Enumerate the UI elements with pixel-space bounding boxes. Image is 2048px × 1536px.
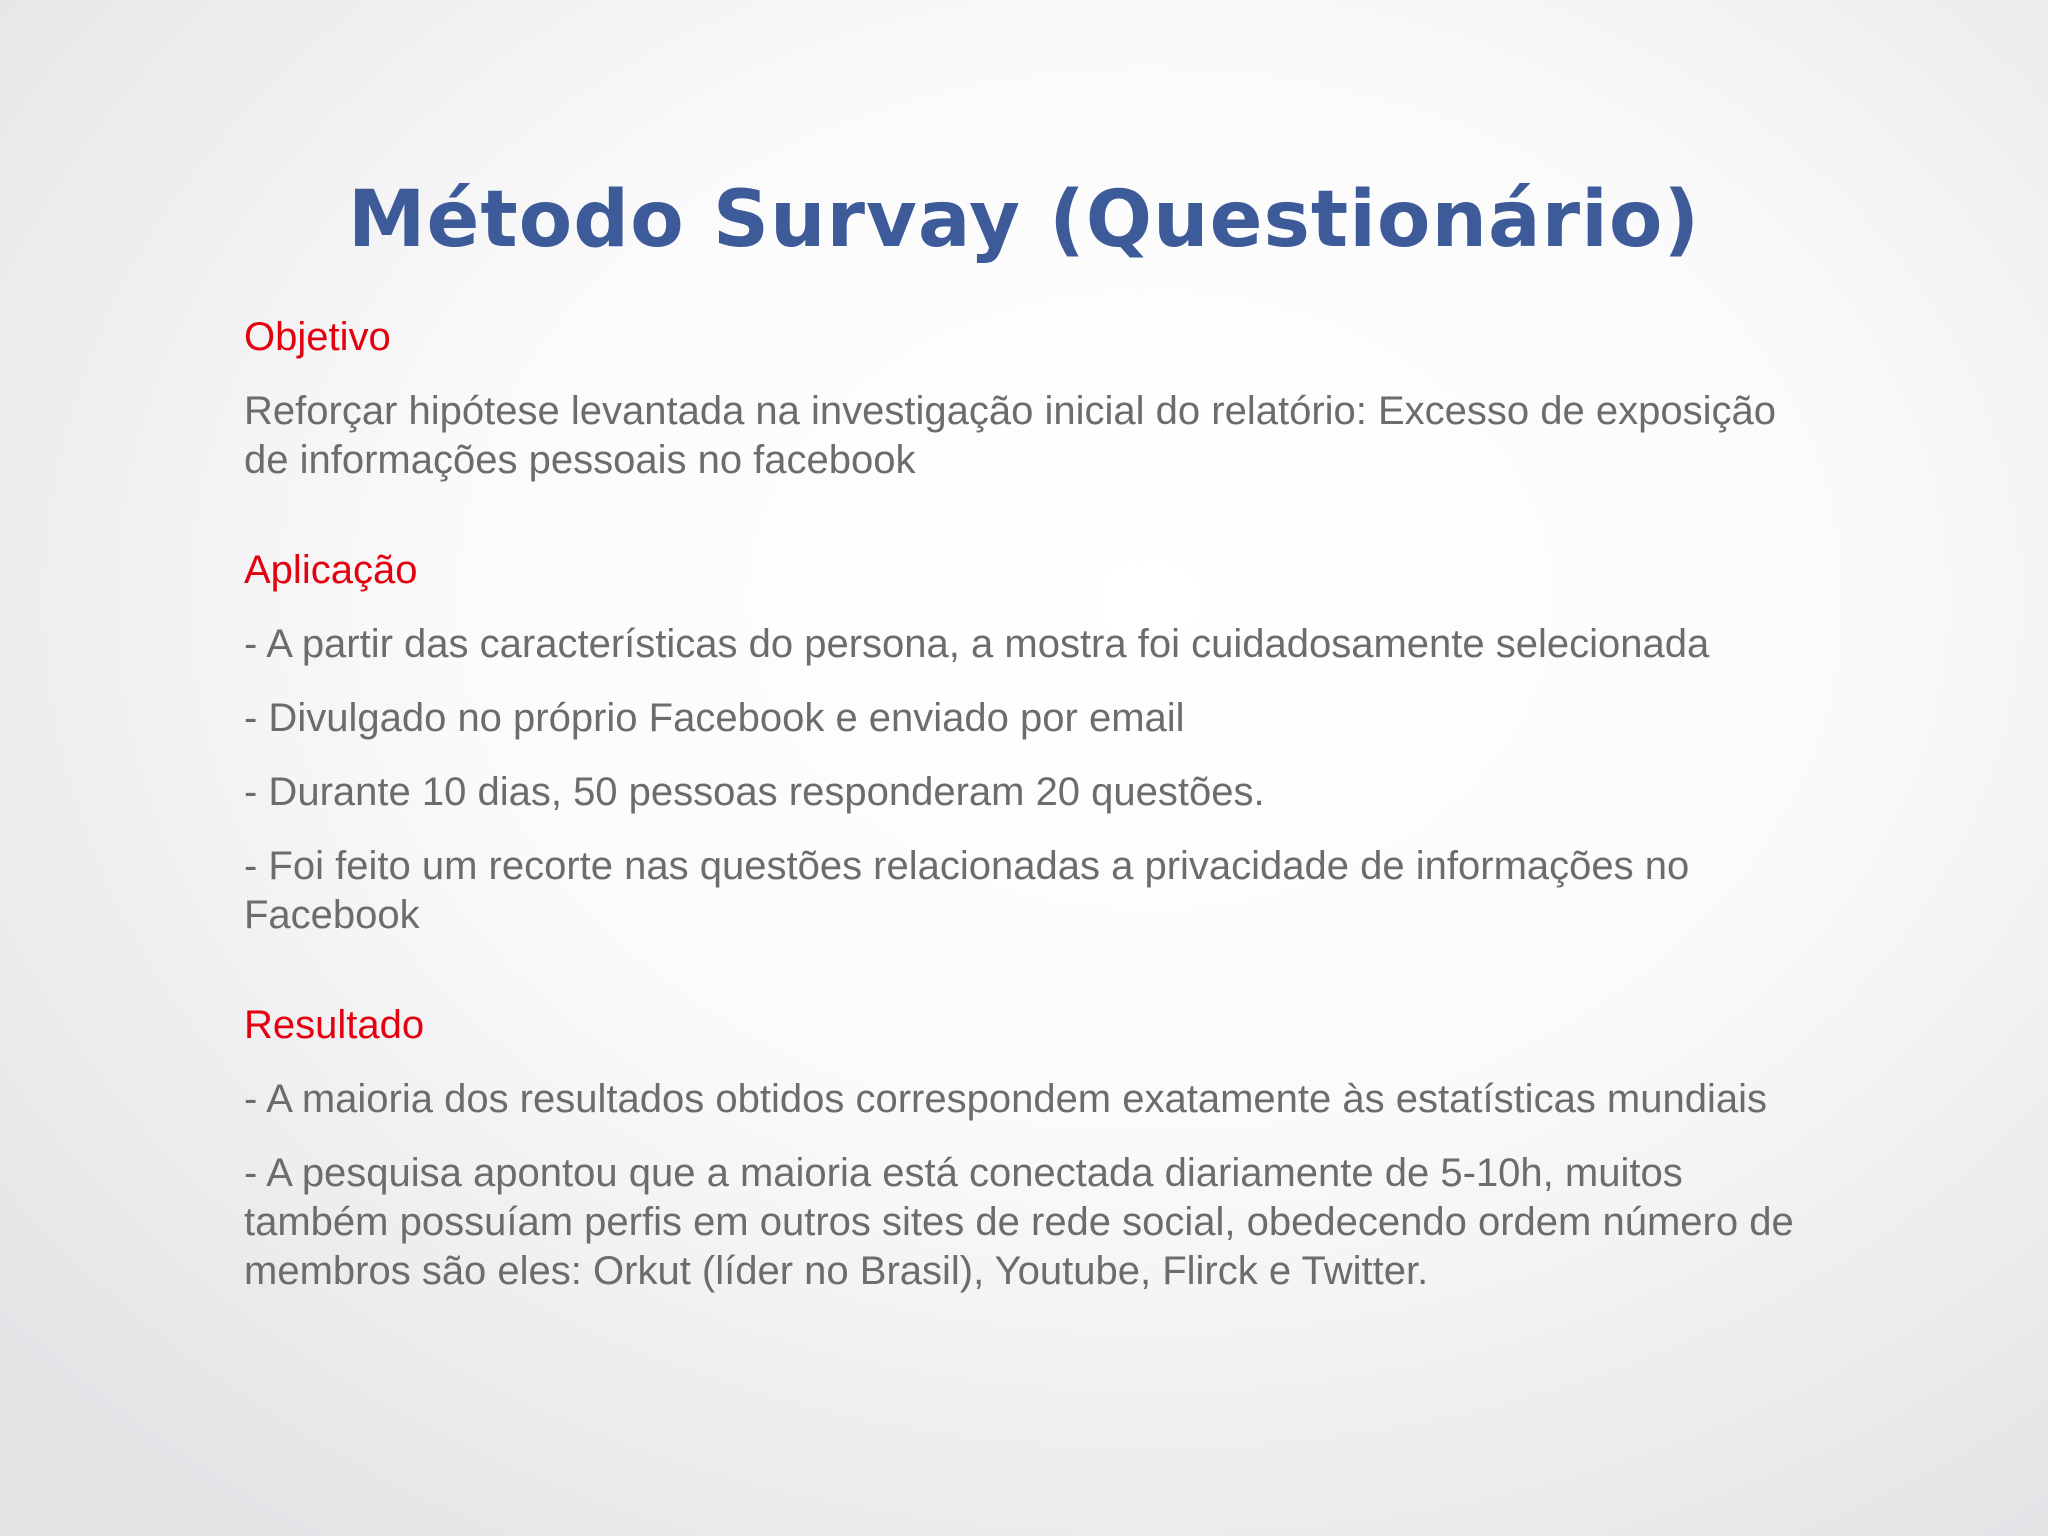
resultado-item: - A pesquisa apontou que a maioria está conectada diariamente de 5-10h, muitos também possuíam perfis em outros sites de rede social, obedecendo ordem número de membros são eles: Orkut (líder no Brasil), Youtube, Flirck e Twitter. bbox=[244, 1151, 1794, 1293]
slide-title: Método Survay (Questionário) bbox=[347, 175, 1701, 265]
aplicacao-item: - Foi feito um recorte nas questões relacionadas a privacidade de informações no Facebook bbox=[244, 844, 1690, 937]
resultado-item: - A maioria dos resultados obtidos correspondem exatamente às estatísticas mundiais bbox=[244, 1077, 1768, 1121]
section-aplicacao bbox=[244, 545, 1824, 940]
section-resultado bbox=[244, 1000, 1824, 1296]
aplicacao-item: - Durante 10 dias, 50 pessoas responderam 20 questões. bbox=[244, 770, 1265, 814]
objetivo-paragraph: Reforçar hipótese levantada na investigação inicial do relatório: Excesso de exposição de informações pessoais no facebook bbox=[244, 389, 1777, 482]
aplicacao-item: - A partir das características do persona, a mostra foi cuidadosamente selecionada bbox=[244, 622, 1710, 666]
aplicacao-item: - Divulgado no próprio Facebook e enviado por email bbox=[244, 696, 1185, 740]
section-heading-objetivo: Objetivo bbox=[244, 315, 391, 359]
slide-content bbox=[244, 312, 1824, 1296]
section-heading-aplicacao: Aplicação bbox=[244, 548, 418, 592]
section-objetivo bbox=[244, 312, 1824, 485]
section-heading-resultado: Resultado bbox=[244, 1003, 425, 1047]
